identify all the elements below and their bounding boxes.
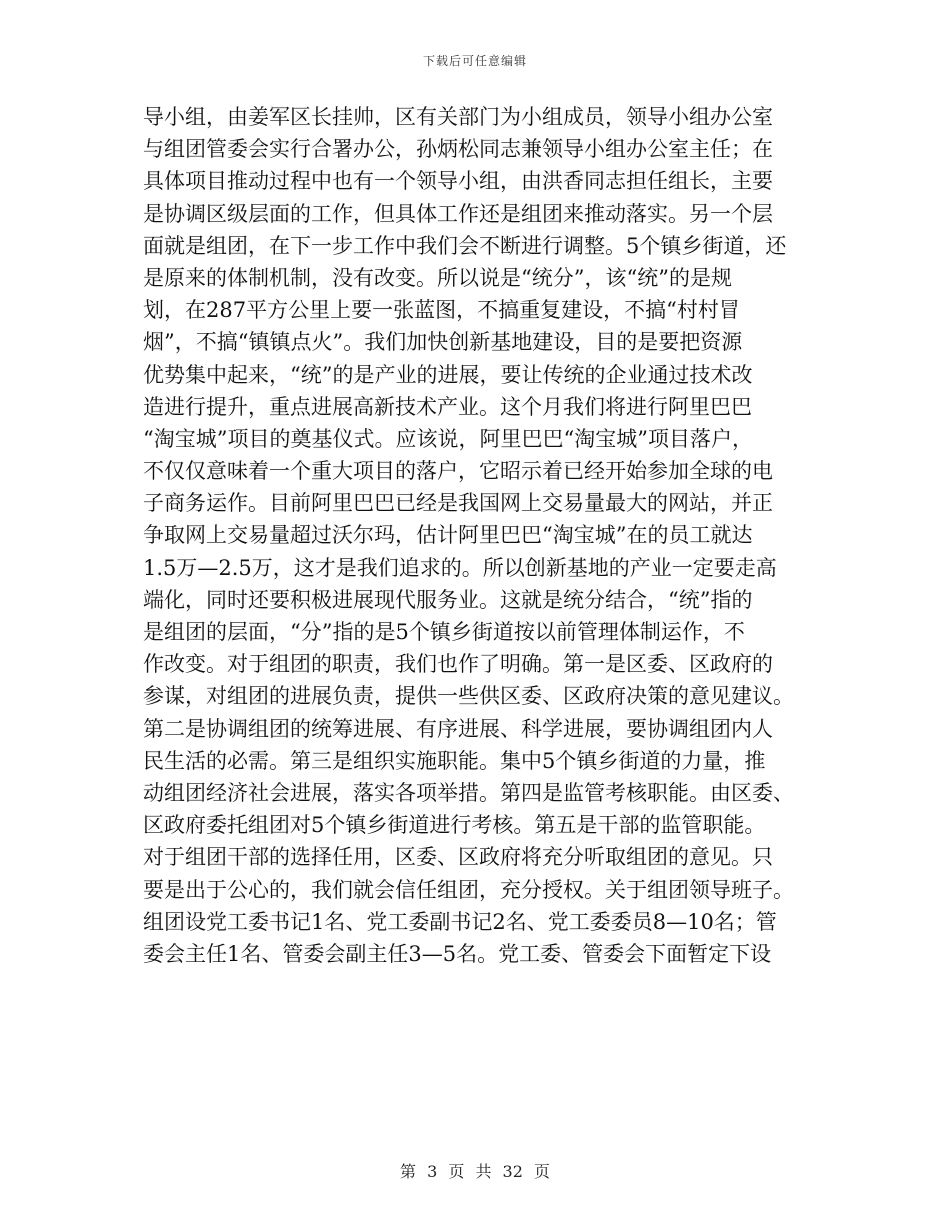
text-line: 组团设党工委书记1名、党工委副书记2名、党工委委员8—10名；管 [143, 909, 777, 934]
text-line: 动组团经济社会进展，落实各项举措。第四是监管考核职能。由区委、 [143, 780, 794, 805]
text-line: 第二是协调组团的统筹进展、有序进展、科学进展，要协调组团内人 [143, 716, 773, 741]
text-line: 与组团管委会实行合署办公，孙炳松同志兼领导小组办公室主任；在 [143, 137, 773, 162]
text-line: 导小组，由姜军区长挂帅，区有关部门为小组成员，领导小组办公室 [143, 105, 773, 129]
text-line: 1.5万—2.5万，这才是我们追求的。所以创新基地的产业一定要走高 [143, 555, 777, 580]
page-number-footer: 第 3 页 共 32 页 [400, 1162, 550, 1181]
text-line: 是原来的体制机制，没有改变。所以说是“统分”，该“统”的是规 [143, 265, 732, 290]
text-line: 对于组团干部的选择任用，区委、区政府将充分听取组团的意见。只 [143, 845, 773, 870]
text-line: 是组团的层面，“分”指的是5个镇乡街道按以前管理体制运作，不 [143, 620, 745, 644]
text-line: 不仅仅意味着一个重大项目的落户，它昭示着已经开始参加全球的电 [143, 459, 773, 484]
text-line: 民生活的必需。第三是组织实施职能。集中5个镇乡街道的力量，推 [143, 748, 766, 773]
text-line: 争取网上交易量超过沃尔玛，估计阿里巴巴“淘宝城”在的员工就达 [143, 523, 753, 548]
text-line: 子商务运作。目前阿里巴巴已经是我国网上交易量最大的网站，并正 [143, 491, 773, 516]
text-line: 区政府委托组团对5个镇乡街道进行考核。第五是干部的监管职能。 [143, 813, 766, 838]
text-line: 委会主任1名、管委会副主任3—5名。党工委、管委会下面暂定下设 [143, 941, 772, 966]
text-line: 是协调区级层面的工作，但具体工作还是组团来推动落实。另一个层 [143, 201, 773, 226]
text-line: 优势集中起来，“统”的是产业的进展，要让传统的企业通过技术改 [143, 362, 753, 387]
document-body [143, 101, 803, 970]
text-line: 作改变。对于组团的职责，我们也作了明确。第一是区委、区政府的 [143, 652, 773, 677]
text-line: 端化，同时还要积极进展现代服务业。这就是统分结合，“统”指的 [143, 587, 753, 612]
text-line: 要是出于公心的，我们就会信任组团，充分授权。关于组团领导班子。 [143, 877, 794, 902]
text-line: 划，在287平方公里上要一张蓝图，不搞重复建设，不搞“村村冒 [143, 298, 740, 323]
text-line: 参谋，对组团的进展负责，提供一些供区委、区政府决策的意见建议。 [143, 684, 794, 709]
text-line: 烟”，不搞“镇镇点火”。我们加快创新基地建设，目的是要把资源 [143, 330, 743, 355]
text-line: 具体项目推动过程中也有一个领导小组，由洪香同志担任组长，主要 [143, 169, 773, 194]
text-line: 造进行提升，重点进展高新技术产业。这个月我们将进行阿里巴巴 [143, 394, 752, 419]
page-header-note: 下载后可任意编辑 [422, 54, 527, 68]
text-line: 面就是组团，在下一步工作中我们会不断进行调整。5个镇乡街道，还 [143, 233, 787, 258]
text-line: “淘宝城”项目的奠基仪式。应该说，阿里巴巴“淘宝城”项目落户， [143, 426, 753, 451]
